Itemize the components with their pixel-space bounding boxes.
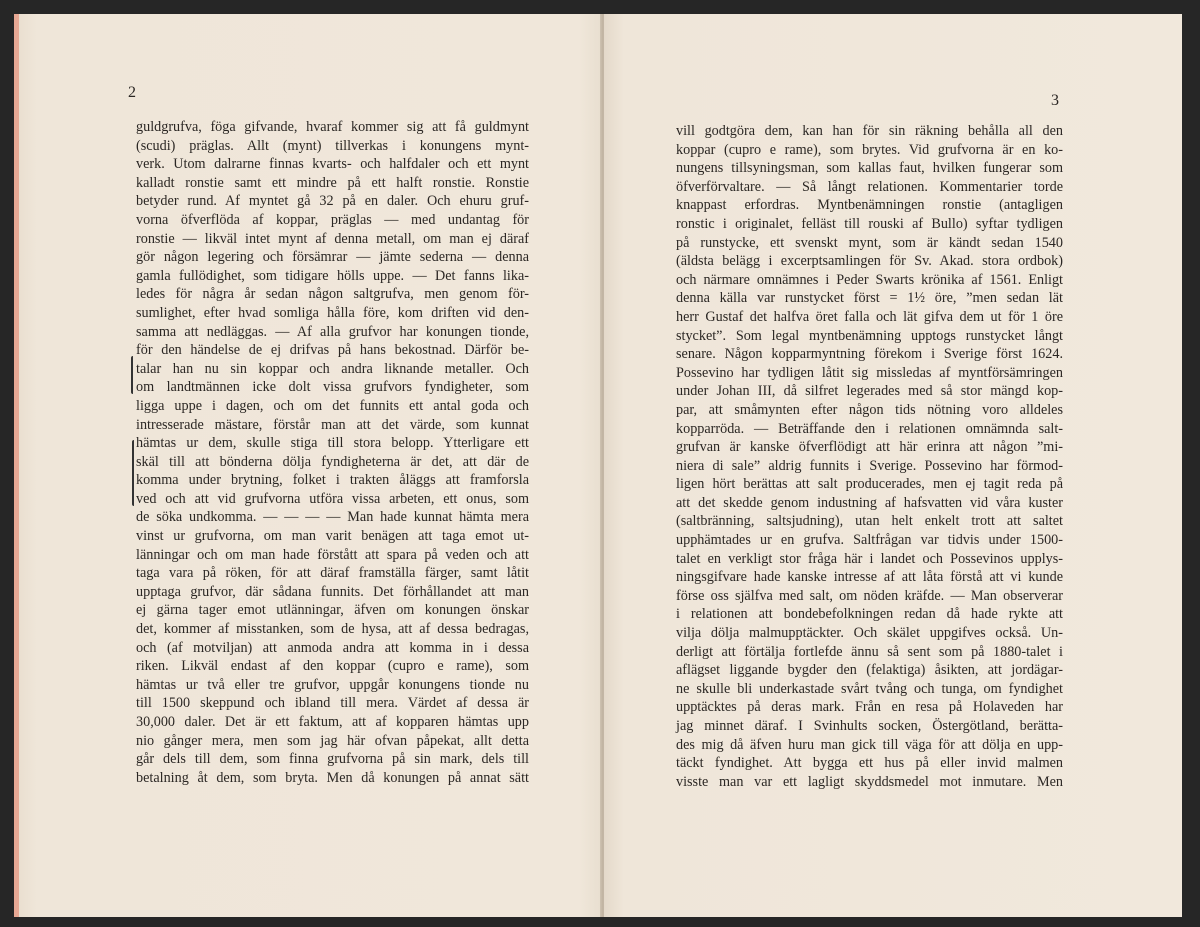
text-line: intresserade mästare, förstår man att det värde, som kunnat xyxy=(136,416,529,433)
text-line: guldgrufva, föga gifvande, hvaraf kommer sig att få guldmynt xyxy=(136,119,529,135)
text-line: går dels till dem, som finna grufvorna på sin mark, dels till xyxy=(136,751,529,768)
text-line: ledes för några år sedan någon saltgrufva, men genom för- xyxy=(136,286,529,303)
text-line: denna källa var runstycket först = 1½ öre, ”men sedan lät xyxy=(676,290,1063,307)
text-line: ronstic i originalet, felläst till rouski af Bullo) syftar tydligen xyxy=(676,215,1063,232)
text-line: förse oss själfva med salt, om nöden kräfde. — Man observerar xyxy=(676,587,1063,604)
text-line: öfverförvaltare. — Så långt relationen. Kommentarier torde xyxy=(676,178,1063,195)
text-line: stycket”. Som legal myntbenämning upptogs runstycket långt xyxy=(676,327,1063,344)
text-line: taga vara på röken, för att däraf framställa färger, samt låtit xyxy=(136,565,529,582)
text-line: skäl till att bönderna dölja fyndigheterna är det, att där de xyxy=(136,453,529,470)
text-line: om landtmännen icke dolt vissa grufvors fyndigheter, som xyxy=(136,379,529,396)
text-line: samma att nedläggas. — Af alla grufvor har konungen tionde, xyxy=(136,323,529,340)
margin-bracket-mark xyxy=(131,356,133,394)
text-line: ronstie — likväl intet mynt af denna metall, om man ej däraf xyxy=(136,230,529,247)
text-line: talar han nu sin koppar och andra liknande metaller. Och xyxy=(136,360,529,377)
text-line: ne skulle bli underkastade svårt tvång och tunga, om fyndighet xyxy=(676,680,1063,697)
text-line: att det skedde genom industning af hafsvatten vid våra kuster xyxy=(676,494,1063,511)
text-line: niera di sale” aldrig funnits i Sverige. Possevino har förmod- xyxy=(676,457,1063,474)
text-line: täckt fyndighet. Att bygga ett hus på eller invid malmen xyxy=(676,755,1063,772)
text-line: gamla fullödighet, som tidigare hölls uppe. — Det fanns lika- xyxy=(136,267,529,284)
text-line: det, kommer af misstanken, som de hysa, att af dessa bedragas, xyxy=(136,621,529,638)
text-line: betalning åt dem, som bryta. Men då konungen på annat sätt xyxy=(136,769,529,786)
text-line: derligt att förtälja fortlefde ännu så sent som på 1880-talet i xyxy=(676,643,1063,660)
text-line: hämtas ur två eller tre grufvor, uppgår konungens tionde nu xyxy=(136,676,529,693)
text-line: upphämtades ur en grufva. Saltfrågan var tidvis under 1500- xyxy=(676,532,1063,549)
text-line: upptäcktes på deras mark. Från en resa på Holaveden har xyxy=(676,699,1063,716)
text-line: ligga uppe i dagen, och om det funnits ett antal goda och xyxy=(136,397,529,414)
text-line: upptaga grufvor, där sådana funnits. Det förhållandet att man xyxy=(136,583,529,600)
text-line: för den händelse de ej drifvas på hans bekostnad. Därför be- xyxy=(136,342,529,359)
text-line: riken. Likväl endast af den koppar (cupro e rame), som xyxy=(136,658,529,675)
right-page-text xyxy=(676,122,1063,791)
left-page-number: 2 xyxy=(128,84,136,101)
text-line: länningar och om man hade förstått att spara på veden och att xyxy=(136,546,529,563)
margin-bracket-mark xyxy=(132,440,134,506)
text-line: och (af motviljan) att anmoda andra att komma in i dessa xyxy=(136,639,529,656)
text-line: verk. Utom dalrarne finnas kvarts- och halfdaler och ett mynt xyxy=(136,156,529,173)
text-line: ej gärna tager emot utlänningar, äfven om konungen önskar xyxy=(136,602,529,619)
text-line: ligen hört berättas att salt producerades, men ej tagit reda på xyxy=(676,476,1063,493)
text-line: des mig då äfven huru man gick till väga för att dölja en upp- xyxy=(676,736,1063,753)
text-line: vilja dölja malmupptäckter. Och skälet uppgifves också. Un- xyxy=(676,625,1063,642)
text-line: gör någon legering och försämrar — jämte sederna — denna xyxy=(136,249,529,266)
text-line: par, att småmynten efter någon tids nötning voro alldeles xyxy=(676,401,1063,418)
text-line: (äldsta belägg i excerptsamlingen för Sv. Akad. stora ordbok) xyxy=(676,253,1063,270)
text-line: under Johan III, då silfret legerades med så stor mängd kop- xyxy=(676,383,1063,400)
text-line: kalladt ronstie samt ett mindre på ett halft ronstie. Ronstie xyxy=(136,174,529,191)
text-line: kopparröda. — Beträffande den i relationen omnämnda salt- xyxy=(676,420,1063,437)
text-line: nio gånger mera, men som jag här ofvan påpekat, allt detta xyxy=(136,732,529,749)
text-line: vinst ur grufvorna, om man varit benägen att taga emot ut- xyxy=(136,528,529,545)
text-line: talet en verkligt stor fråga här i landet och Possevinos upplys- xyxy=(676,550,1063,567)
text-line: (scudi) präglas. Allt (mynt) tillverkas i konungens mynt- xyxy=(136,137,529,154)
text-line: knappast erfordras. Myntbenämningen ronstie (antagligen xyxy=(676,197,1063,214)
text-line: ningsgifvare hade kanske intresse af att låta förstå att vi kunde xyxy=(676,569,1063,586)
text-line: grufvan är kanske öfverflödigt att här erinra att någon ”mi- xyxy=(676,439,1063,456)
right-page-number: 3 xyxy=(1051,92,1059,109)
text-line: senare. Någon kopparmyntning förekom i Sverige först 1624. xyxy=(676,346,1063,363)
text-line: i relationen att bondebefolkningen redan då hade rykte att xyxy=(676,606,1063,623)
text-line: ved och att vid grufvorna utföra vissa arbeten, ett onus, som xyxy=(136,490,529,507)
text-line: vill godtgöra dem, kan han för sin räkning behålla all den xyxy=(676,123,1063,139)
text-line: till 1500 skeppund och ibland till mera. Värdet af dessa är xyxy=(136,695,529,712)
text-line: koppar (cupro e rame), som brytes. Vid grufvorna är en ko- xyxy=(676,141,1063,158)
text-line: herr Gustaf det halfva öret falla och lät gifva dem ut för 1 öre xyxy=(676,308,1063,325)
text-line: jag minnet däraf. I Svinhults socken, Östergötland, berätta- xyxy=(676,718,1063,734)
text-line: betyder rund. Af myntet gå 32 på en daler. Och ehuru gruf- xyxy=(136,193,529,210)
text-line: sumlighet, efter hvad somliga hålla före, kom driften vid den- xyxy=(136,304,529,321)
text-line: hämtas ur dem, skulle stiga till stora belopp. Ytterligare ett xyxy=(136,435,529,452)
text-line: vorna öfverflöda af koppar, präglas — med undantag för xyxy=(136,211,529,228)
text-line: på runstycke, ett svenskt mynt, som är kändt sedan 1540 xyxy=(676,234,1063,251)
text-line: de söka undkomma. — — — — Man hade kunnat hämta mera xyxy=(136,509,529,526)
left-page-text xyxy=(136,118,529,787)
text-line: aflägset liggande bygder den (felaktiga) åsikten, att jordägar- xyxy=(676,662,1063,679)
text-line: 30,000 daler. Det är ett faktum, att af kopparen hämtas upp xyxy=(136,714,529,730)
text-line: (saltbränning, saltsjudning), utan helt enkelt trott att saltet xyxy=(676,513,1063,530)
text-line: nungens tillsyningsman, som kallas faut, hvilken fungerar som xyxy=(676,160,1063,177)
text-line: Possevino har tydligen låtit sig missledas af myntförsämringen xyxy=(676,364,1063,381)
text-line: visste man var ett lagligt skyddsmedel mot inmutare. Men xyxy=(676,773,1063,790)
text-line: komma under brytning, folket i trakten åläggs att framforsla xyxy=(136,472,529,489)
text-line: och närmare omnämnes i Peder Swarts krönika af 1561. Enligt xyxy=(676,271,1063,288)
